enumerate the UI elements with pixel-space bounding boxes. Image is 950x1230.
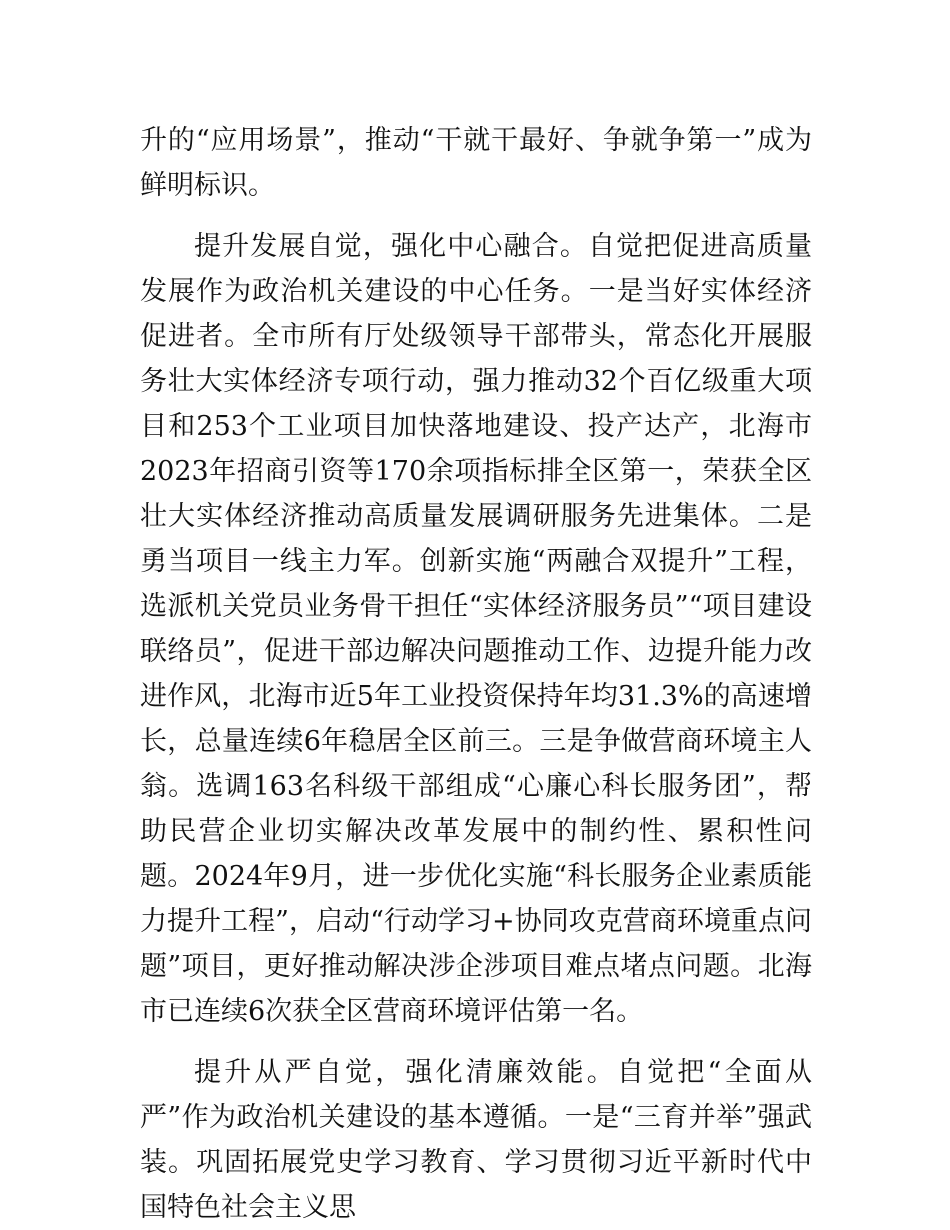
paragraph-integrity: 提升从严自觉，强化清廉效能。自觉把“全面从严”作为政治机关建设的基本遵循。一是“三育并举”强武装。巩固拓展党史学习教育、学习贯彻习近平新时代中国特色社会主义思 (140, 1057, 812, 1223)
paragraph-development: 提升发展自觉，强化中心融合。自觉把促进高质量发展作为政治机关建设的中心任务。一是当好实体经济促进者。全市所有厅处级领导干部带头，常态化开展服务壮大实体经济专项行动，强力推动32个百亿级重大项目和253个工业项目加快落地建设、投产达产，北海市2023年招商引资等170余项指标排全区第一，荣获全区壮大实体经济推动高质量发展调研服务先进集体。二是勇当项目一线主力军。创新实施“两融合双提升”工程，选派机关党员业务骨干担任“实体经济服务员”“项目建设联络员”，促进干部边解决问题推动工作、边提升能力改进作风，北海市近5年工业投资保持年均31.3%的高速增长，总量连续6年稳居全区前三。三是争做营商环境主人翁。选调163名科级干部组成“心廉心科长服务团”，帮助民营企业切实解决改革发展中的制约性、累积性问题。2024年9月，进一步优化实施“科长服务企业素质能力提升工程”，启动“行动学习+协同攻克营商环境重点问题”项目，更好推动解决涉企涉项目难点堵点问题。北海市已连续6次获全区营商环境评估第一名。 (140, 231, 812, 1027)
paragraph-continuation: 升的“应用场景”，推动“干就干最好、争就争第一”成为鲜明标识。 (140, 125, 812, 201)
document-body (140, 118, 812, 1230)
